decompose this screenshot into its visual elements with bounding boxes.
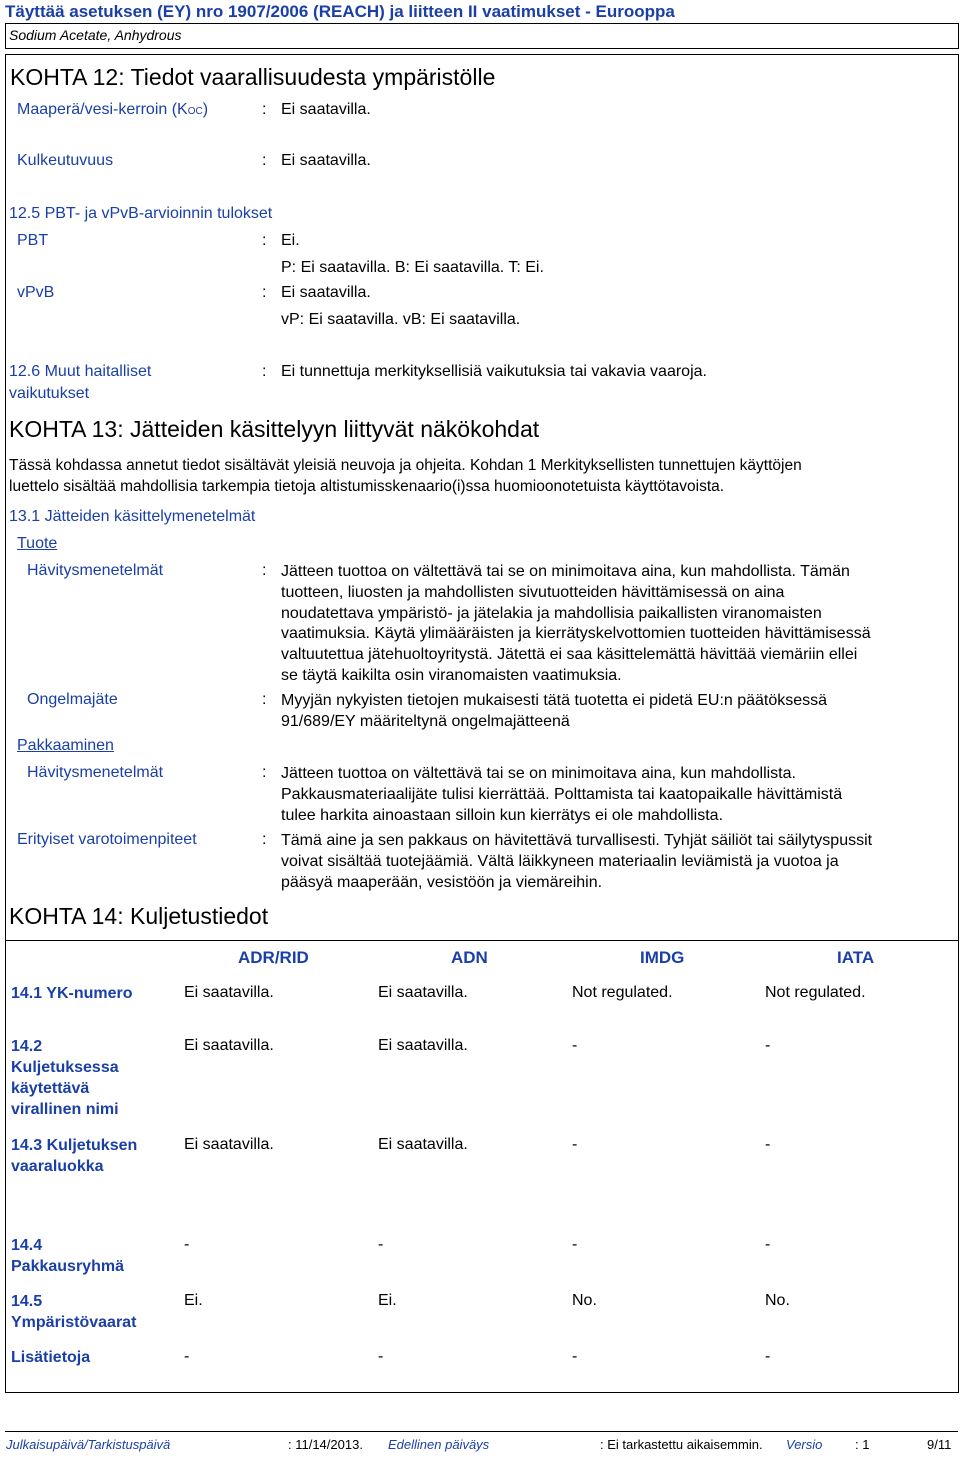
column-header-imdg: IMDG bbox=[640, 948, 685, 967]
text-line: tuotteen, liuosten ja mahdollisten sivutuotteiden hävittämisessä on aina bbox=[281, 583, 785, 601]
text-line: se täytä kaikilta osin viranomaisten vaatimuksia. bbox=[281, 666, 622, 684]
cell-iata: - bbox=[765, 1236, 771, 1253]
vpvb-value: Ei saatavilla. bbox=[281, 284, 371, 301]
product-name: Sodium Acetate, Anhydrous bbox=[9, 27, 182, 43]
footer-divider bbox=[5, 1431, 958, 1432]
cell-adn: Ei saatavilla. bbox=[378, 984, 468, 1001]
column-header-adr-rid: ADR/RID bbox=[238, 948, 309, 967]
cell-iata: Not regulated. bbox=[765, 984, 866, 1001]
text-line: Myyjän nykyisten tietojen mukaisesti tätä tuotetta ei pidetä EU:n päätöksessä bbox=[281, 692, 828, 709]
section-13-heading: KOHTA 13: Jätteiden käsittelyyn liittyvät näkökohdat bbox=[9, 416, 540, 442]
mobility-value: Ei saatavilla. bbox=[281, 152, 371, 169]
product-subheading: Tuote bbox=[17, 535, 58, 552]
other-effects-label-1: 12.6 Muut haitalliset bbox=[9, 363, 152, 380]
label-line: 14.2 bbox=[11, 1038, 43, 1055]
label-line: vaaraluokka bbox=[11, 1158, 104, 1175]
section-14-heading: KOHTA 14: Kuljetustiedot bbox=[9, 903, 269, 929]
cell-adr-rid: - bbox=[184, 1236, 190, 1253]
label-line: 14.3 Kuljetuksen bbox=[11, 1137, 138, 1154]
cell-adr-rid: Ei saatavilla. bbox=[184, 984, 274, 1001]
label-line: virallinen nimi bbox=[11, 1101, 119, 1118]
section-13-intro-line-2: luettelo sisältää mahdollisia tarkempia tietoja altistumisskenaario(i)ssa huomioonotetuista käyttötavoista. bbox=[9, 478, 725, 495]
text-line: 91/689/EY määriteltynä ongelmajätteenä bbox=[281, 712, 570, 730]
special-precautions-text bbox=[281, 831, 872, 893]
cell-imdg: - bbox=[572, 1236, 578, 1253]
disposal-colon: : bbox=[262, 562, 267, 579]
text-line: Tämä aine ja sen pakkaus on hävitettävä turvallisesti. Tyhjät säiliöt tai säilytyspussit bbox=[281, 832, 873, 849]
text-line: tulee harkita ainoastaan silloin kun kierrätys ei ole mahdollista. bbox=[281, 806, 724, 824]
cell-adn: - bbox=[378, 1348, 384, 1365]
section-12-heading: KOHTA 12: Tiedot vaarallisuudesta ympäristölle bbox=[10, 64, 496, 90]
row-label-packing-group bbox=[11, 1235, 124, 1277]
footer-page-number: 9/11 bbox=[927, 1437, 952, 1452]
product-name-box bbox=[5, 23, 959, 49]
cell-adn: Ei saatavilla. bbox=[378, 1037, 468, 1054]
disposal-methods-label: Hävitysmenetelmät bbox=[27, 562, 164, 579]
label-line: käytettävä bbox=[11, 1080, 90, 1097]
text-line: Jätteen tuottoa on vältettävä tai se on minimoitava aina, kun mahdollista. Tämän bbox=[281, 563, 850, 580]
special-precautions-label: Erityiset varotoimenpiteet bbox=[17, 831, 197, 848]
column-header-adn: ADN bbox=[451, 948, 488, 967]
row-label-un-number: 14.1 YK-numero bbox=[11, 985, 133, 1002]
footer-previous-date-value: : Ei tarkastettu aikaisemmin. bbox=[600, 1437, 763, 1452]
cell-adr-rid: Ei. bbox=[184, 1292, 203, 1309]
footer-previous-date-label: Edellinen päiväys bbox=[388, 1437, 490, 1452]
text-line: Pakkausmateriaalijäte tulisi kierrättää. Polttamista tai kaatopaikalle hävittämistä bbox=[281, 785, 843, 803]
cell-adn: Ei. bbox=[378, 1292, 397, 1309]
label-line: 14.5 bbox=[11, 1293, 43, 1310]
cell-adr-rid: - bbox=[184, 1348, 190, 1365]
cell-imdg: - bbox=[572, 1136, 578, 1153]
cell-iata: - bbox=[765, 1037, 771, 1054]
cell-adn: - bbox=[378, 1236, 384, 1253]
footer-version-label: Versio bbox=[786, 1437, 823, 1452]
pbt-heading: 12.5 PBT- ja vPvB-arvioinnin tulokset bbox=[9, 205, 273, 222]
pbt-value: Ei. bbox=[281, 232, 300, 249]
other-effects-colon: : bbox=[262, 363, 267, 380]
vpvb-colon: : bbox=[262, 284, 267, 301]
koc-label: Maaperä/vesi-kerroin (KOC) bbox=[17, 101, 209, 118]
cell-imdg: - bbox=[572, 1348, 578, 1365]
footer-publication-label: Julkaisupäivä/Tarkistuspäivä bbox=[6, 1437, 171, 1452]
label-line: 14.4 bbox=[11, 1237, 43, 1254]
packaging-disposal-label: Hävitysmenetelmät bbox=[27, 764, 164, 781]
text-line: voivat sisältää tuotejäämiä. Vältä läikkyneen materiaalin leviämistä ja vuotoa ja bbox=[281, 852, 839, 870]
special-precautions-colon: : bbox=[262, 831, 267, 848]
text-line: valtuutettua jätehuoltoyritystä. Jätettä ei saa käsittelemättä hävittää viemäriin ellei bbox=[281, 646, 858, 664]
row-label-shipping-name bbox=[11, 1036, 119, 1120]
mobility-label: Kulkeutuvuus bbox=[17, 152, 114, 169]
cell-iata: - bbox=[765, 1136, 771, 1153]
pbt-detail: P: Ei saatavilla. B: Ei saatavilla. T: Ei. bbox=[281, 259, 544, 276]
cell-imdg: - bbox=[572, 1037, 578, 1054]
label-line: Ympäristövaarat bbox=[11, 1314, 137, 1331]
hazardous-waste-text bbox=[281, 691, 827, 733]
koc-colon: : bbox=[262, 101, 267, 118]
cell-adn: Ei saatavilla. bbox=[378, 1136, 468, 1153]
section-13-intro-line-1: Tässä kohdassa annetut tiedot sisältävät yleisiä neuvoja ja ohjeita. Kohdan 1 Merkityksellisten tunnettujen käyttöjen bbox=[9, 457, 802, 474]
text-line: pääsyä maaperään, vesistöön ja viemäreihin. bbox=[281, 873, 603, 891]
packaging-subheading: Pakkaaminen bbox=[17, 737, 114, 754]
packaging-disposal-colon: : bbox=[262, 764, 267, 781]
hazardous-waste-colon: : bbox=[262, 691, 267, 708]
text-line: vaatimuksia. Käytä ylimääräisten ja kierrätyskelvottomien tuotteiden hävittämisessä bbox=[281, 625, 871, 643]
cell-iata: - bbox=[765, 1348, 771, 1365]
column-header-iata: IATA bbox=[837, 948, 875, 967]
vpvb-detail: vP: Ei saatavilla. vB: Ei saatavilla. bbox=[281, 311, 521, 328]
vpvb-label: vPvB bbox=[17, 284, 55, 301]
cell-imdg: No. bbox=[572, 1292, 597, 1309]
footer-version-value: : 1 bbox=[855, 1437, 870, 1452]
other-effects-label-2: vaikutukset bbox=[9, 385, 90, 402]
mobility-colon: : bbox=[262, 152, 267, 169]
label-line: Kuljetuksessa bbox=[11, 1059, 119, 1076]
cell-imdg: Not regulated. bbox=[572, 984, 673, 1001]
cell-adr-rid: Ei saatavilla. bbox=[184, 1136, 274, 1153]
row-label-hazard-class bbox=[11, 1135, 137, 1177]
cell-iata: No. bbox=[765, 1292, 790, 1309]
row-label-environmental-hazards bbox=[11, 1291, 136, 1333]
label-line: Pakkausryhmä bbox=[11, 1258, 124, 1275]
document-header-title: Täyttää asetuksen (EY) nro 1907/2006 (REACH) ja liitteen II vaatimukset - Eurooppa bbox=[5, 2, 675, 21]
packaging-disposal-text bbox=[281, 764, 842, 826]
text-line: noudatettava ympäristö- ja jätelakia ja mahdollisia paikallisten viranomaisten bbox=[281, 604, 822, 622]
koc-value: Ei saatavilla. bbox=[281, 101, 371, 118]
hazardous-waste-label: Ongelmajäte bbox=[27, 691, 118, 708]
other-effects-value: Ei tunnettuja merkityksellisiä vaikutuksia tai vakavia vaaroja. bbox=[281, 363, 707, 380]
transport-table-divider bbox=[5, 940, 958, 941]
disposal-methods-text bbox=[281, 562, 871, 687]
pbt-colon: : bbox=[262, 232, 267, 249]
footer-publication-date: : 11/14/2013. bbox=[288, 1437, 363, 1452]
pbt-label: PBT bbox=[17, 232, 49, 249]
row-label-additional-info: Lisätietoja bbox=[11, 1349, 91, 1366]
text-line: Jätteen tuottoa on vältettävä tai se on minimoitava aina, kun mahdollista. bbox=[281, 765, 796, 782]
cell-adr-rid: Ei saatavilla. bbox=[184, 1037, 274, 1054]
waste-methods-heading: 13.1 Jätteiden käsittelymenetelmät bbox=[9, 508, 256, 525]
